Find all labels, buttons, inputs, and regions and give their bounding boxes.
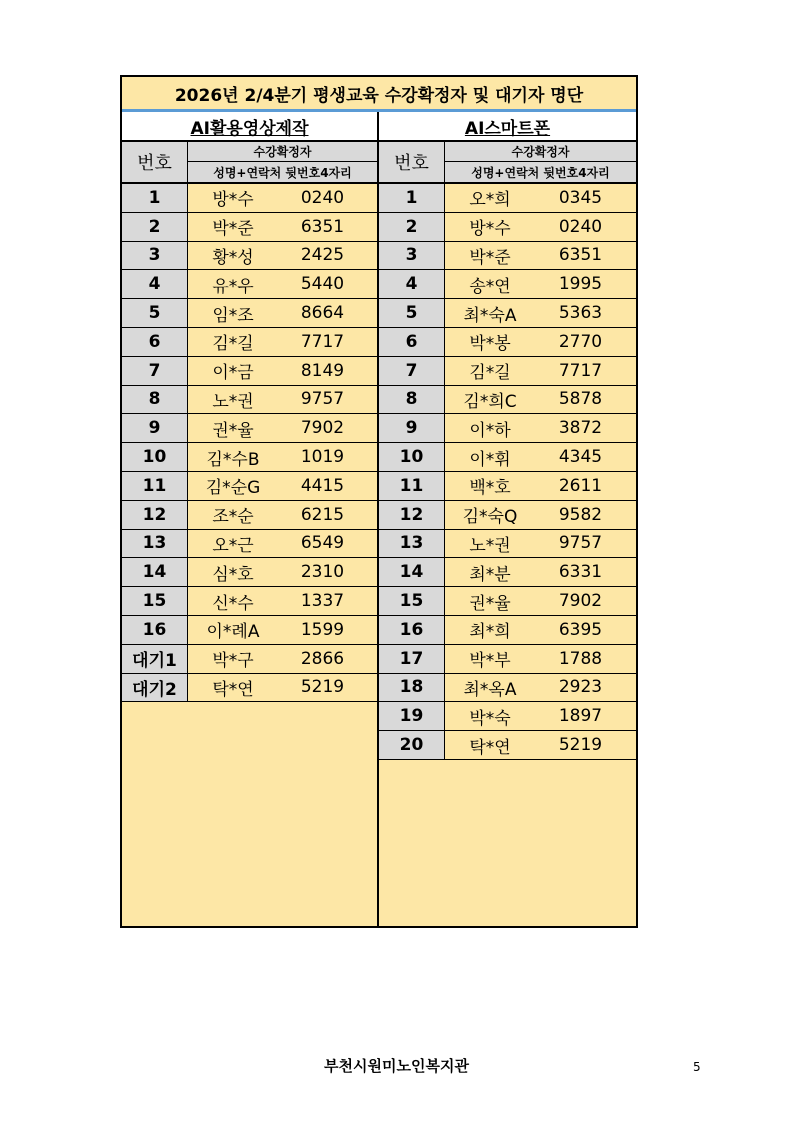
row-number: 6	[122, 328, 188, 356]
course-column-0	[122, 112, 379, 926]
participant-name: 신*수	[212, 593, 254, 614]
page-number: 5	[693, 1060, 701, 1074]
row-number: 15	[379, 587, 445, 615]
empty-area	[122, 702, 377, 926]
phone-last4: 7902	[558, 591, 603, 612]
phone-last4: 1995	[558, 274, 603, 295]
participant-name: 노*권	[212, 391, 254, 412]
header-detail: 성명+연락처 뒷번호4자리	[445, 162, 636, 182]
course-column-1	[379, 112, 636, 926]
table-row	[379, 587, 636, 616]
participant-name: 최*분	[469, 564, 511, 585]
table-row	[122, 530, 377, 559]
phone-last4: 9582	[558, 504, 603, 525]
participant-name: 최*옥A	[463, 679, 517, 700]
phone-last4: 4345	[558, 447, 603, 468]
phone-last4: 7717	[558, 360, 603, 381]
participant-name: 오*근	[212, 535, 254, 556]
phone-last4: 6215	[300, 504, 345, 525]
participant-name: 송*연	[469, 276, 511, 297]
course-title: AI스마트폰	[379, 112, 636, 142]
phone-last4: 5219	[300, 677, 345, 698]
row-number: 5	[379, 299, 445, 327]
row-list	[122, 184, 377, 702]
row-number: 19	[379, 702, 445, 730]
row-number: 3	[379, 242, 445, 270]
participant-name: 오*희	[469, 190, 511, 211]
table-row	[122, 414, 377, 443]
phone-last4: 9757	[300, 389, 345, 410]
row-number: 6	[379, 328, 445, 356]
table-row	[122, 558, 377, 587]
participant-name: 이*례A	[206, 622, 260, 643]
participant-name: 박*부	[469, 651, 511, 672]
phone-last4: 1019	[300, 447, 345, 468]
table-row	[122, 472, 377, 501]
table-row	[379, 443, 636, 472]
table-header	[122, 142, 377, 184]
row-number: 8	[379, 386, 445, 414]
row-number: 10	[379, 443, 445, 471]
phone-last4: 5878	[558, 389, 603, 410]
row-number: 2	[379, 213, 445, 241]
table-row	[122, 213, 377, 242]
table-row	[122, 587, 377, 616]
participant-name: 심*호	[212, 564, 254, 585]
phone-last4: 2310	[300, 562, 345, 583]
row-number: 13	[122, 530, 188, 558]
table-row	[122, 299, 377, 328]
phone-last4: 5219	[558, 735, 603, 756]
header-confirmed: 수강확정자	[188, 142, 377, 162]
row-number: 11	[122, 472, 188, 500]
table-row	[379, 242, 636, 271]
participant-name: 최*숙A	[463, 305, 517, 326]
table-row	[122, 270, 377, 299]
row-number: 4	[379, 270, 445, 298]
phone-last4: 3872	[558, 418, 603, 439]
organization-name: 부천시원미노인복지관	[324, 1057, 469, 1075]
participant-name: 박*구	[212, 651, 254, 672]
row-list	[379, 184, 636, 760]
phone-last4: 7717	[300, 331, 345, 352]
row-number: 10	[122, 443, 188, 471]
row-number: 대기2	[122, 674, 188, 702]
phone-last4: 4415	[300, 475, 345, 496]
header-no: 번호	[122, 142, 188, 182]
table-row	[379, 731, 636, 760]
participant-name: 유*우	[212, 276, 254, 297]
phone-last4: 2611	[558, 475, 603, 496]
phone-last4: 6351	[300, 216, 345, 237]
row-number: 15	[122, 587, 188, 615]
row-number: 16	[122, 616, 188, 644]
phone-last4: 6395	[558, 619, 603, 640]
phone-last4: 5363	[558, 303, 603, 324]
participant-name: 임*조	[212, 305, 254, 326]
table-row	[379, 184, 636, 213]
header-confirmed: 수강확정자	[445, 142, 636, 162]
row-number: 12	[379, 501, 445, 529]
table-row	[379, 616, 636, 645]
phone-last4: 0345	[558, 187, 603, 208]
row-number: 9	[122, 414, 188, 442]
table-row	[122, 386, 377, 415]
row-number: 5	[122, 299, 188, 327]
row-number: 20	[379, 731, 445, 759]
table-row	[379, 357, 636, 386]
table-row	[122, 357, 377, 386]
participant-name: 방*수	[212, 190, 254, 211]
phone-last4: 6351	[558, 245, 603, 266]
participant-name: 탁*연	[212, 679, 254, 700]
phone-last4: 5440	[300, 274, 345, 295]
table-row	[379, 386, 636, 415]
participant-name: 김*희C	[463, 391, 517, 412]
row-number: 17	[379, 645, 445, 673]
participant-name: 김*길	[212, 334, 254, 355]
empty-area	[379, 760, 636, 926]
row-number: 14	[122, 558, 188, 586]
phone-last4: 1337	[300, 591, 345, 612]
participant-name: 탁*연	[469, 737, 511, 758]
table-row	[122, 501, 377, 530]
row-number: 7	[379, 357, 445, 385]
row-number: 7	[122, 357, 188, 385]
participant-name: 박*준	[469, 247, 511, 268]
row-number: 1	[379, 184, 445, 212]
participant-name: 노*권	[469, 535, 511, 556]
row-number: 12	[122, 501, 188, 529]
participant-name: 권*율	[469, 593, 511, 614]
participant-name: 김*수B	[206, 449, 260, 470]
table-row	[122, 242, 377, 271]
participant-name: 조*순	[212, 507, 254, 528]
participant-name: 이*휘	[469, 449, 511, 470]
participant-name: 김*숙Q	[462, 507, 518, 528]
phone-last4: 9757	[558, 533, 603, 554]
row-number: 4	[122, 270, 188, 298]
table-row	[379, 702, 636, 731]
row-number: 13	[379, 530, 445, 558]
course-columns	[122, 112, 636, 926]
row-number: 8	[122, 386, 188, 414]
table-row	[122, 328, 377, 357]
participant-name: 이*금	[212, 363, 254, 384]
table-row	[379, 472, 636, 501]
table-row	[122, 645, 377, 674]
row-number: 18	[379, 674, 445, 702]
row-number: 11	[379, 472, 445, 500]
phone-last4: 2866	[300, 648, 345, 669]
table-row	[379, 414, 636, 443]
phone-last4: 8664	[300, 303, 345, 324]
participant-name: 박*준	[212, 219, 254, 240]
roster-table	[120, 75, 638, 928]
phone-last4: 1599	[300, 619, 345, 640]
participant-name: 황*성	[212, 247, 254, 268]
participant-name: 이*하	[469, 420, 511, 441]
row-number: 대기1	[122, 645, 188, 673]
participant-name: 백*호	[469, 478, 511, 499]
table-row	[379, 530, 636, 559]
row-number: 9	[379, 414, 445, 442]
phone-last4: 1788	[558, 648, 603, 669]
participant-name: 박*숙	[469, 708, 511, 729]
table-header	[379, 142, 636, 184]
phone-last4: 2770	[558, 331, 603, 352]
phone-last4: 1897	[558, 706, 603, 727]
table-row	[379, 674, 636, 703]
table-row	[122, 674, 377, 703]
table-row	[379, 558, 636, 587]
phone-last4: 6331	[558, 562, 603, 583]
participant-name: 권*율	[212, 420, 254, 441]
row-number: 16	[379, 616, 445, 644]
participant-name: 김*길	[469, 363, 511, 384]
table-row	[379, 299, 636, 328]
table-row	[122, 184, 377, 213]
header-no: 번호	[379, 142, 445, 182]
phone-last4: 2923	[558, 677, 603, 698]
table-row	[122, 616, 377, 645]
row-number: 1	[122, 184, 188, 212]
row-number: 2	[122, 213, 188, 241]
table-row	[379, 213, 636, 242]
phone-last4: 6549	[300, 533, 345, 554]
participant-name: 박*봉	[469, 334, 511, 355]
table-row	[379, 645, 636, 674]
phone-last4: 2425	[300, 245, 345, 266]
row-number: 14	[379, 558, 445, 586]
table-row	[379, 328, 636, 357]
table-row	[379, 501, 636, 530]
course-title: AI활용영상제작	[122, 112, 377, 142]
row-number: 3	[122, 242, 188, 270]
page-title: 2026년 2/4분기 평생교육 수강확정자 및 대기자 명단	[122, 77, 636, 112]
participant-name: 방*수	[469, 219, 511, 240]
participant-name: 최*희	[469, 622, 511, 643]
phone-last4: 8149	[300, 360, 345, 381]
participant-name: 김*순G	[205, 478, 261, 499]
phone-last4: 0240	[300, 187, 345, 208]
phone-last4: 7902	[300, 418, 345, 439]
header-detail: 성명+연락처 뒷번호4자리	[188, 162, 377, 182]
table-row	[379, 270, 636, 299]
table-row	[122, 443, 377, 472]
phone-last4: 0240	[558, 216, 603, 237]
